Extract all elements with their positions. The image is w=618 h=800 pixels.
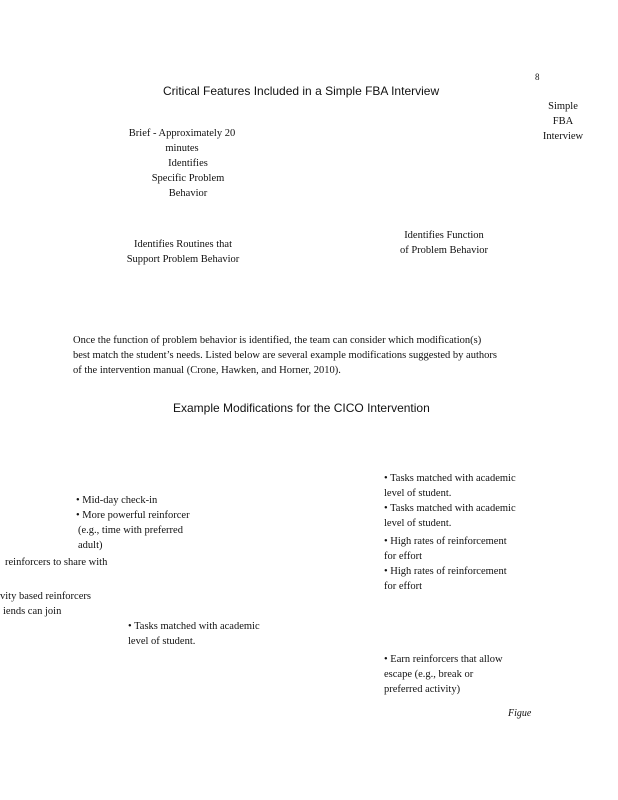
paragraph-line: Once the function of problem behavior is identified, the team can consider which modification(s): [73, 335, 482, 346]
cut-off-text: iends can join: [3, 606, 62, 617]
brief-line: minutes: [165, 143, 199, 154]
list-item: • Mid-day check-in: [76, 495, 158, 506]
cico-right-list-top: [384, 471, 516, 594]
identifies-function-feature: [384, 228, 504, 258]
identifies-routines-line: Support Problem Behavior: [126, 254, 240, 265]
fba-title: Critical Features Included in a Simple FBA Interview: [163, 84, 440, 98]
list-item: level of student.: [128, 636, 196, 647]
body-paragraph: [73, 333, 543, 378]
list-item: • Tasks matched with academic: [384, 503, 516, 514]
brief-line: Brief - Approximately 20: [128, 128, 236, 139]
list-item: • Tasks matched with academic: [384, 473, 516, 484]
brief-feature: [112, 126, 252, 156]
list-item: • More powerful reinforcer: [76, 510, 190, 521]
list-item: escape (e.g., break or: [384, 669, 474, 680]
list-item: for effort: [384, 551, 422, 562]
side-label-line: FBA: [552, 116, 574, 127]
paragraph-line: best match the student’s needs. Listed below are several example modifications suggested by authors: [73, 350, 497, 361]
identifies-behavior-line: Identifies: [168, 158, 208, 169]
cut-off-text: vity based reinforcers: [0, 591, 91, 602]
identifies-behavior-feature: [128, 156, 248, 201]
list-item: • High rates of reinforcement: [384, 566, 507, 577]
identifies-function-line: of Problem Behavior: [399, 245, 489, 256]
paragraph-line: of the intervention manual (Crone, Hawken, and Horner, 2010).: [73, 365, 341, 376]
list-item: level of student.: [384, 488, 452, 499]
figure-label: Figue: [508, 708, 532, 719]
cico-middle-list: [128, 619, 260, 649]
list-item: • Earn reinforcers that allow: [384, 654, 503, 665]
list-item: adult): [78, 540, 103, 551]
simple-fba-interview-label: [535, 99, 591, 144]
identifies-behavior-line: Specific Problem: [151, 173, 225, 184]
list-item: for effort: [384, 581, 422, 592]
list-item: (e.g., time with preferred: [78, 525, 183, 536]
list-item: level of student.: [384, 518, 452, 529]
identifies-routines-feature: [113, 237, 253, 267]
list-item: preferred activity): [384, 684, 461, 695]
cico-title: Example Modifications for the CICO Intervention: [173, 401, 430, 415]
list-item: • High rates of reinforcement: [384, 536, 507, 547]
identifies-function-line: Identifies Function: [404, 230, 484, 241]
identifies-behavior-line: Behavior: [168, 188, 208, 199]
cico-right-list-bottom: [384, 652, 503, 697]
cico-left-list: [76, 493, 190, 553]
side-label-line: Interview: [542, 131, 584, 142]
cut-off-text: reinforcers to share with: [5, 557, 108, 568]
list-item: • Tasks matched with academic: [128, 621, 260, 632]
side-label-line: Simple: [548, 101, 578, 112]
page-number: 8: [535, 72, 540, 82]
identifies-routines-line: Identifies Routines that: [134, 239, 232, 250]
